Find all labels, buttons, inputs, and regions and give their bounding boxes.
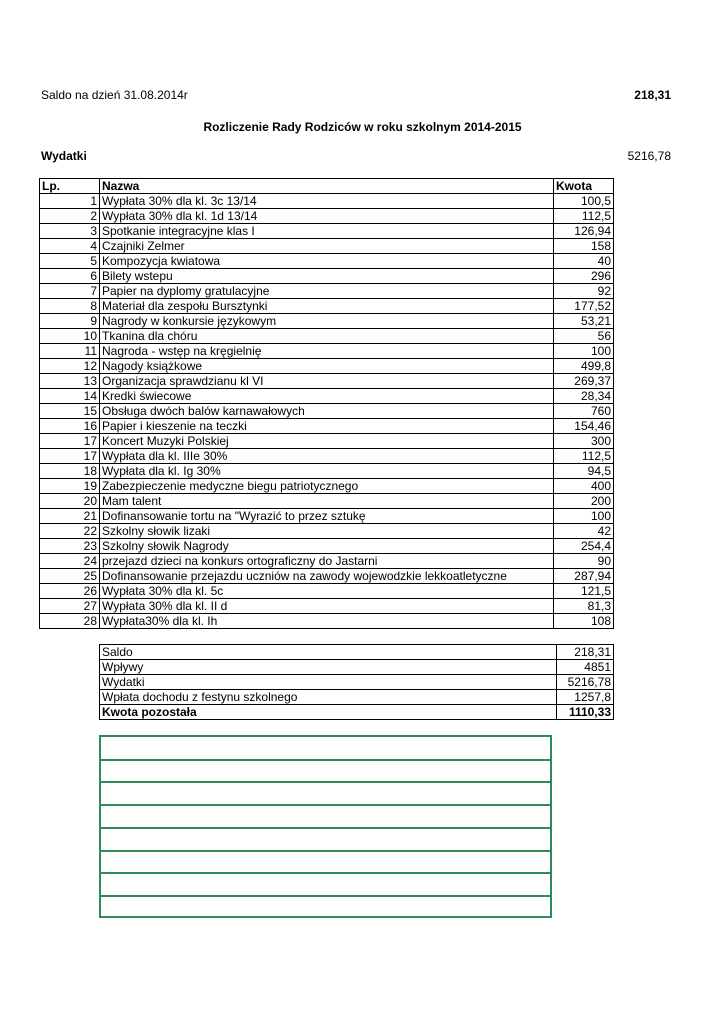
row-name: Wypłata 30% dla kl. II d (100, 599, 554, 614)
row-lp: 6 (40, 269, 100, 284)
table-row (40, 209, 614, 224)
row-name: Organizacja sprawdzianu kl VI (100, 374, 554, 389)
row-amount: 300 (554, 434, 614, 449)
row-lp: 28 (40, 614, 100, 629)
row-name: Wypłata 30% dla kl. 1d 13/14 (100, 209, 554, 224)
table-row (40, 269, 614, 284)
row-lp: 10 (40, 329, 100, 344)
row-amount: 94,5 (554, 464, 614, 479)
wydatki-value: 5216,78 (627, 149, 671, 163)
table-row (40, 314, 614, 329)
summary-total-amount: 1110,33 (557, 705, 614, 720)
column-header-lp: Lp. (40, 179, 100, 194)
row-amount: 53,21 (554, 314, 614, 329)
row-lp: 16 (40, 419, 100, 434)
grid-line (101, 895, 550, 897)
row-name: Obsługa dwóch balów karnawałowych (100, 404, 554, 419)
row-name: Kredki świecowe (100, 389, 554, 404)
row-amount: 112,5 (554, 209, 614, 224)
row-amount: 269,37 (554, 374, 614, 389)
row-lp: 20 (40, 494, 100, 509)
row-lp: 21 (40, 509, 100, 524)
row-lp: 26 (40, 584, 100, 599)
row-lp: 2 (40, 209, 100, 224)
row-lp: 17 (40, 434, 100, 449)
row-name: Materiał dla zespołu Bursztynki (100, 299, 554, 314)
table-row (40, 464, 614, 479)
table-row (40, 329, 614, 344)
table-row (40, 554, 614, 569)
table-row (40, 224, 614, 239)
row-amount: 254,4 (554, 539, 614, 554)
row-amount: 760 (554, 404, 614, 419)
table-row (40, 614, 614, 629)
row-amount: 499,8 (554, 359, 614, 374)
table-row (40, 239, 614, 254)
row-lp: 19 (40, 479, 100, 494)
summary-label: Saldo (100, 645, 557, 660)
summary-total-label: Kwota pozostała (100, 705, 557, 720)
row-amount: 158 (554, 239, 614, 254)
grid-line (101, 872, 550, 874)
summary-row (100, 660, 614, 675)
table-row (40, 194, 614, 209)
grid-line (101, 804, 550, 806)
row-lp: 7 (40, 284, 100, 299)
row-amount: 126,94 (554, 224, 614, 239)
table-header-row (40, 179, 614, 194)
summary-row (100, 690, 614, 705)
summary-label: Wpłata dochodu z festynu szkolnego (100, 690, 557, 705)
row-name: Szkolny słowik Nagrody (100, 539, 554, 554)
page-title: Rozliczenie Rady Rodziców w roku szkolnym 2014-2015 (203, 120, 522, 134)
table-row (40, 584, 614, 599)
row-name: Czajniki Zelmer (100, 239, 554, 254)
row-lp: 24 (40, 554, 100, 569)
summary-amount: 5216,78 (557, 675, 614, 690)
row-lp: 13 (40, 374, 100, 389)
table-row (40, 254, 614, 269)
row-lp: 27 (40, 599, 100, 614)
grid-line (101, 781, 550, 783)
row-lp: 12 (40, 359, 100, 374)
row-lp: 17 (40, 449, 100, 464)
table-row (40, 404, 614, 419)
row-lp: 3 (40, 224, 100, 239)
grid-line (101, 759, 550, 761)
table-row (40, 389, 614, 404)
row-name: Zabezpieczenie medyczne biegu patriotycznego (100, 479, 554, 494)
row-amount: 287,94 (554, 569, 614, 584)
row-name: Kompozycja kwiatowa (100, 254, 554, 269)
table-row (40, 374, 614, 389)
table-row (40, 524, 614, 539)
row-amount: 100,5 (554, 194, 614, 209)
saldo-value: 218,31 (634, 88, 671, 102)
table-row (40, 509, 614, 524)
column-header-kwota: Kwota (554, 179, 614, 194)
table-row (40, 434, 614, 449)
row-amount: 28,34 (554, 389, 614, 404)
row-amount: 100 (554, 509, 614, 524)
column-header-nazwa: Nazwa (100, 179, 554, 194)
row-amount: 81,3 (554, 599, 614, 614)
row-lp: 25 (40, 569, 100, 584)
table-row (40, 299, 614, 314)
row-amount: 56 (554, 329, 614, 344)
table-row (40, 359, 614, 374)
table-row (40, 284, 614, 299)
row-amount: 400 (554, 479, 614, 494)
grid-line (101, 827, 550, 829)
row-name: Papier na dyplomy gratulacyjne (100, 284, 554, 299)
row-name: Spotkanie integracyjne klas I (100, 224, 554, 239)
row-amount: 296 (554, 269, 614, 284)
row-name: Wypłata dla kl. Ig 30% (100, 464, 554, 479)
row-name: Koncert Muzyki Polskiej (100, 434, 554, 449)
summary-amount: 218,31 (557, 645, 614, 660)
table-row (40, 344, 614, 359)
table-row (40, 539, 614, 554)
row-lp: 5 (40, 254, 100, 269)
row-amount: 200 (554, 494, 614, 509)
row-lp: 9 (40, 314, 100, 329)
row-amount: 112,5 (554, 449, 614, 464)
expenses-table (39, 178, 614, 629)
row-lp: 1 (40, 194, 100, 209)
row-name: Dofinansowanie przejazdu uczniów na zawody wojewodzkie lekkoatletyczne (100, 569, 554, 584)
summary-label: Wpływy (100, 660, 557, 675)
row-name: Nagroda - wstęp na kręgielnię (100, 344, 554, 359)
row-lp: 14 (40, 389, 100, 404)
saldo-label: Saldo na dzień 31.08.2014r (41, 88, 188, 102)
row-amount: 40 (554, 254, 614, 269)
row-name: Tkanina dla chóru (100, 329, 554, 344)
summary-row (100, 675, 614, 690)
row-lp: 11 (40, 344, 100, 359)
row-amount: 42 (554, 524, 614, 539)
row-name: Wypłata30% dla kl. Ih (100, 614, 554, 629)
row-amount: 121,5 (554, 584, 614, 599)
table-row (40, 494, 614, 509)
grid-line (101, 850, 550, 852)
row-name: Nagrody w konkursie językowym (100, 314, 554, 329)
row-name: Mam talent (100, 494, 554, 509)
row-name: Szkolny słowik lizaki (100, 524, 554, 539)
table-row (40, 569, 614, 584)
table-row (40, 479, 614, 494)
row-lp: 4 (40, 239, 100, 254)
summary-amount: 1257,8 (557, 690, 614, 705)
row-amount: 108 (554, 614, 614, 629)
row-amount: 92 (554, 284, 614, 299)
row-name: przejazd dzieci na konkurs ortograficzny do Jastarni (100, 554, 554, 569)
empty-green-grid (99, 735, 552, 918)
row-lp: 8 (40, 299, 100, 314)
row-amount: 100 (554, 344, 614, 359)
summary-total-row (100, 705, 614, 720)
row-name: Wypłata 30% dla kl. 5c (100, 584, 554, 599)
row-lp: 15 (40, 404, 100, 419)
row-name: Nagody książkowe (100, 359, 554, 374)
row-amount: 154,46 (554, 419, 614, 434)
row-amount: 90 (554, 554, 614, 569)
summary-label: Wydatki (100, 675, 557, 690)
summary-amount: 4851 (557, 660, 614, 675)
row-lp: 22 (40, 524, 100, 539)
table-row (40, 599, 614, 614)
row-name: Bilety wstepu (100, 269, 554, 284)
row-name: Wypłata dla kl. IIIe 30% (100, 449, 554, 464)
table-row (40, 419, 614, 434)
table-row (40, 449, 614, 464)
summary-table (99, 644, 614, 720)
row-name: Papier i kieszenie na teczki (100, 419, 554, 434)
row-lp: 18 (40, 464, 100, 479)
row-amount: 177,52 (554, 299, 614, 314)
row-name: Wypłata 30% dla kl. 3c 13/14 (100, 194, 554, 209)
row-lp: 23 (40, 539, 100, 554)
row-name: Dofinansowanie tortu na "Wyrazić to przez sztukę (100, 509, 554, 524)
wydatki-label: Wydatki (41, 149, 87, 163)
summary-row (100, 645, 614, 660)
